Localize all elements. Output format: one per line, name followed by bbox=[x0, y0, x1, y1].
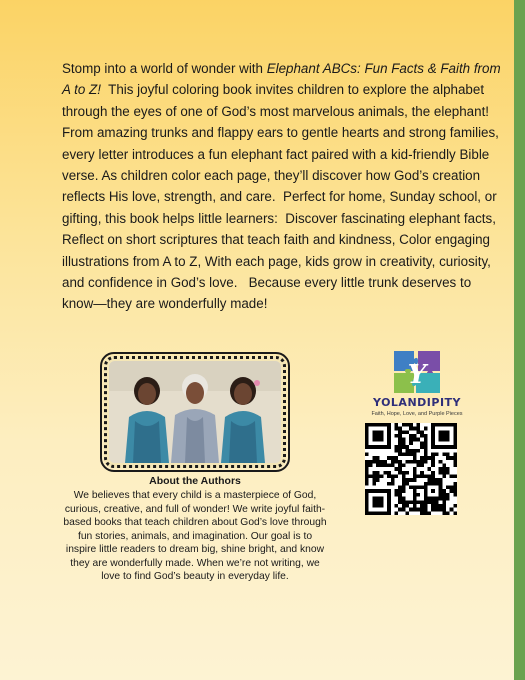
author-photo-frame bbox=[104, 356, 286, 468]
publisher-logo bbox=[388, 345, 446, 397]
qr-code-image bbox=[365, 423, 457, 515]
author-photo bbox=[109, 361, 281, 463]
about-authors-heading: About the Authors bbox=[149, 475, 241, 487]
book-description bbox=[62, 58, 502, 315]
author-photo-illustration bbox=[109, 361, 281, 463]
spine-stripe bbox=[514, 0, 525, 680]
about-authors-text: We believes that every child is a masterpiece of God, curious, creative, and full of wonder! We write joyful faith-based books that teach children about God’s love through fun stories, animals, and imagination. Our goal is to inspire little readers to dream big, shine bright, and know they are wonderfully made. When we’re not writing, we love to find God’s beauty in everyday life. bbox=[63, 490, 327, 582]
logo-letter: Y bbox=[407, 360, 427, 390]
qr-code[interactable] bbox=[365, 423, 457, 515]
publisher-tagline: Faith, Hope, Love, and Purple Pieces bbox=[371, 411, 463, 417]
puzzle-logo-icon bbox=[388, 345, 446, 397]
blurb-body: This joyful coloring book invites children to explore the alphabet through the eyes of one of God’s most marvelous animals, the elephant! From amazing trunks and flappy ears to gentle hearts and strong families, every letter introduces a fun elephant fact paired with a kid-friendly Bible verse. As children color each page, they’ll discover how God’s creation reflects His love, strength, and care. Perfect for home, Sunday school, or gifting, this book helps little learners: Discover fascinating elephant facts, Reflect on short scriptures that teach faith and kindness, Color engaging illustrations from A to Z, With each page, kids grow in creativity, curiosity, and confidence in God’s love. Because every little trunk deserves to know—they are wonderfully made! bbox=[62, 82, 499, 312]
publisher-name: YOLANDIPITY bbox=[373, 396, 461, 409]
blurb-lead: Stomp into a world of wonder with bbox=[62, 61, 267, 76]
book-title: Elephant ABCs: Fun Facts & Faith from A to Z! bbox=[62, 61, 501, 98]
